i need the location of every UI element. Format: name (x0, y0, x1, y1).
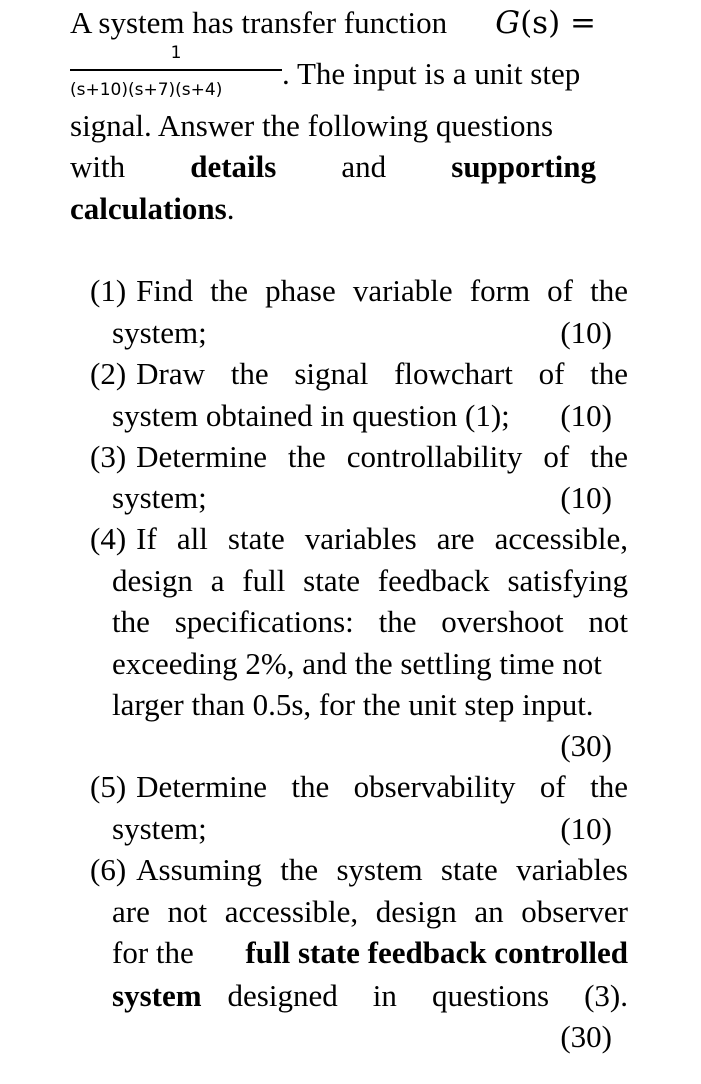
question-5-text-1: Determine the observability of the (136, 769, 628, 804)
question-6-text-2: are not accessible, design an observer (112, 894, 628, 929)
question-4-line-1 (90, 518, 628, 559)
question-6-text-3a: for the (112, 935, 194, 970)
question-3-line-1 (90, 436, 628, 477)
question-2-line-1 (90, 353, 628, 394)
question-2-text-2: system obtained in question (1); (112, 398, 510, 433)
question-6-points: (30) (560, 1019, 612, 1054)
question-1-line-1 (90, 270, 628, 311)
question-6-line-2 (112, 891, 628, 932)
question-5-line-1 (90, 766, 628, 807)
intro-text-1: A system has transfer function (70, 5, 448, 40)
intro-word-and: and (341, 149, 387, 184)
intro-text-2: . The input is a unit step (282, 56, 581, 91)
question-1-text-2: system; (112, 315, 207, 350)
intro-line-4 (70, 146, 596, 187)
question-4-line-4 (112, 643, 628, 684)
question-2-text-1: Draw the signal flowchart of the (136, 356, 628, 391)
fraction-numerator: 1 (170, 43, 182, 63)
intro-line-2 (282, 53, 580, 94)
question-3-line-2 (112, 477, 628, 518)
question-5-points: (10) (560, 811, 612, 846)
transfer-function-symbol: G (495, 5, 521, 41)
transfer-function-arg: (s) = (520, 5, 596, 41)
question-1-points: (10) (560, 315, 612, 350)
intro-word-calculations: calculations (70, 191, 227, 226)
question-3-points: (10) (560, 480, 612, 515)
intro-line-5 (70, 188, 234, 229)
question-4-text-4: exceeding 2%, and the settling time not (112, 646, 602, 681)
intro-word-details: details (190, 149, 277, 184)
question-5-text-2: system; (112, 811, 207, 846)
question-3-number: (3) (90, 439, 127, 474)
question-4-text-5: larger than 0.5s, for the unit step input. (112, 687, 594, 722)
question-3-text-1: Determine the controllability of the (136, 439, 628, 474)
intro-word-with: with (70, 149, 126, 184)
intro-line-3 (70, 105, 553, 146)
question-6-text-1: Assuming the system state variables (136, 852, 628, 887)
question-2-number: (2) (90, 356, 127, 391)
question-6-text-4a: system (112, 978, 202, 1013)
transfer-function-lhs (495, 2, 596, 44)
intro-period: . (226, 191, 235, 226)
fraction-denominator: (s+10)(s+7)(s+4) (70, 80, 223, 100)
question-6-line-1 (90, 849, 628, 890)
question-4-text-1: If all state variables are accessible, (136, 521, 628, 556)
question-4-number: (4) (90, 521, 127, 556)
question-1-line-2 (112, 312, 628, 353)
question-6-line-3 (112, 932, 628, 973)
question-4-line-2 (112, 560, 628, 601)
question-4-text-3: the specifications: the overshoot not (112, 604, 628, 639)
question-6-number: (6) (90, 852, 127, 887)
question-4-line-3 (112, 601, 628, 642)
intro-line-1 (70, 2, 596, 44)
question-4-text-2: design a full state feedback satisfying (112, 563, 628, 598)
question-5-line-2 (112, 808, 628, 849)
question-1-number: (1) (90, 273, 127, 308)
question-3-text-2: system; (112, 480, 207, 515)
question-4-points: (30) (560, 728, 612, 763)
question-2-points: (10) (560, 398, 612, 433)
question-5-number: (5) (90, 769, 127, 804)
question-6-text-3b: full state feedback controlled (245, 935, 628, 970)
question-1-text-1: Find the phase variable form of the (136, 273, 628, 308)
question-4-line-5 (112, 684, 628, 725)
question-2-line-2 (112, 395, 628, 436)
fraction-bar (70, 69, 282, 71)
intro-text-3: signal. Answer the following questions (70, 108, 554, 143)
intro-word-supporting: supporting (451, 149, 596, 184)
question-6-text-4b: designed in questions (3). (227, 978, 628, 1013)
question-6-line-4 (112, 975, 628, 1016)
